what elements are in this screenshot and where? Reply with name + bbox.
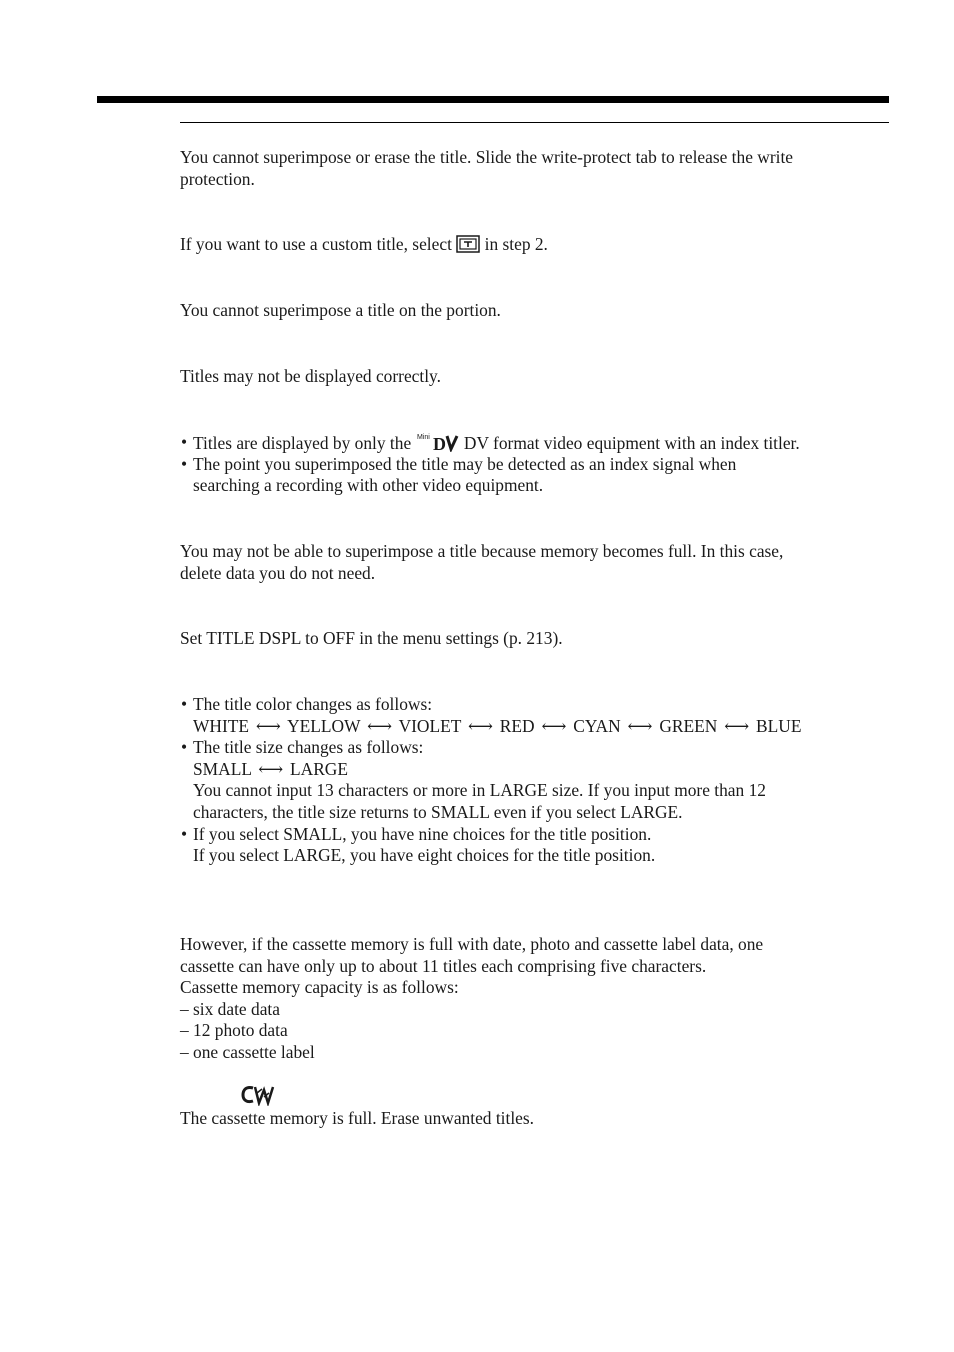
header-rule-thin — [180, 122, 889, 123]
color-item: WHITE — [193, 715, 250, 736]
capacity-paragraph — [180, 934, 892, 1064]
portion-paragraph — [180, 300, 892, 322]
capacity-item: – six date data — [180, 998, 280, 1019]
double-arrow-icon: ⟷ — [255, 715, 281, 736]
svg-text:Mini: Mini — [416, 434, 430, 441]
color-sequence — [180, 716, 892, 738]
capacity-item: – one cassette label — [180, 1041, 315, 1062]
color-intro: The title color changes as follows: — [193, 694, 433, 714]
header-rule-thick — [97, 96, 889, 103]
text-after-logo: DV format video equipment with an index titler. — [463, 433, 800, 453]
text-before-icon: If you want to use a custom title, select — [180, 234, 452, 254]
double-arrow-icon: ⟷ — [627, 715, 653, 736]
dv-notes-list — [180, 432, 892, 497]
write-protect-paragraph — [180, 147, 892, 190]
color-item: VIOLET — [398, 715, 462, 736]
text-line: protection. — [180, 168, 255, 189]
display-paragraph — [180, 366, 892, 388]
size-note: characters, the title size returns to SMALL even if you select LARGE. — [193, 801, 683, 822]
color-item: YELLOW — [287, 715, 361, 736]
text-line: You cannot superimpose a title on the portion. — [180, 300, 501, 320]
text-line: Cassette memory capacity is as follows: — [180, 977, 459, 998]
title-dspl-paragraph — [180, 628, 892, 650]
text-line: Titles may not be displayed correctly. — [180, 366, 441, 386]
text-line: cassette can have only up to about 11 titles each comprising five characters. — [180, 955, 707, 976]
list-item — [180, 454, 892, 476]
position-small: If you select SMALL, you have nine choices for the title position. — [193, 823, 652, 844]
double-arrow-icon: ⟷ — [724, 715, 750, 736]
double-arrow-icon: ⟷ — [467, 715, 493, 736]
text-after-icon: in step 2. — [484, 234, 548, 254]
color-item: BLUE — [756, 715, 802, 736]
bullet: • — [181, 432, 188, 452]
size-intro: The title size changes as follows: — [193, 737, 424, 758]
bullet: • — [181, 737, 188, 758]
bullet: • — [181, 823, 188, 844]
bullet: • — [181, 694, 188, 714]
double-arrow-icon: ⟷ — [541, 715, 567, 736]
size-sequence — [180, 759, 892, 781]
memory-full-paragraph — [180, 1108, 892, 1130]
color-item: RED — [499, 715, 535, 736]
list-item-text: The point you superimposed the title may be detected as an index signal when — [193, 453, 737, 474]
text-line: However, if the cassette memory is full with date, photo and cassette label data, one — [180, 934, 764, 954]
capacity-item: – 12 photo data — [180, 1020, 288, 1041]
color-item: GREEN — [659, 715, 718, 736]
size-item: LARGE — [290, 758, 348, 779]
text-line: Set TITLE DSPL to OFF in the menu settings (p. 213). — [180, 628, 563, 648]
text-line: You may not be able to superimpose a title because memory becomes full. In this case, — [180, 541, 784, 561]
list-item — [180, 694, 892, 716]
text-line — [180, 234, 892, 256]
position-large: If you select LARGE, you have eight choices for the title position. — [193, 845, 656, 866]
double-arrow-icon: ⟷ — [258, 758, 284, 779]
text-line: The cassette memory is full. Erase unwanted titles. — [180, 1108, 534, 1128]
options-list — [180, 694, 892, 867]
text-line: delete data you do not need. — [180, 562, 376, 583]
size-item: SMALL — [193, 758, 252, 779]
text-line: You cannot superimpose or erase the title. Slide the write-protect tab to release the write — [180, 147, 793, 167]
svg-text:D: D — [432, 434, 446, 452]
color-item: CYAN — [573, 715, 621, 736]
list-item — [180, 432, 892, 454]
cassette-memory-full-icon — [240, 1084, 278, 1111]
list-item — [180, 737, 892, 759]
memory-paragraph — [180, 541, 892, 584]
list-item-continuation: searching a recording with other video equipment. — [193, 475, 544, 496]
custom-title-paragraph — [180, 234, 892, 256]
size-note: You cannot input 13 characters or more in LARGE size. If you input more than 12 — [193, 780, 766, 801]
custom-title-frame-icon — [456, 235, 480, 259]
bullet: • — [181, 453, 188, 474]
double-arrow-icon: ⟷ — [367, 715, 392, 736]
list-item — [180, 824, 892, 846]
text-before-logo: Titles are displayed by only the — [193, 433, 412, 453]
